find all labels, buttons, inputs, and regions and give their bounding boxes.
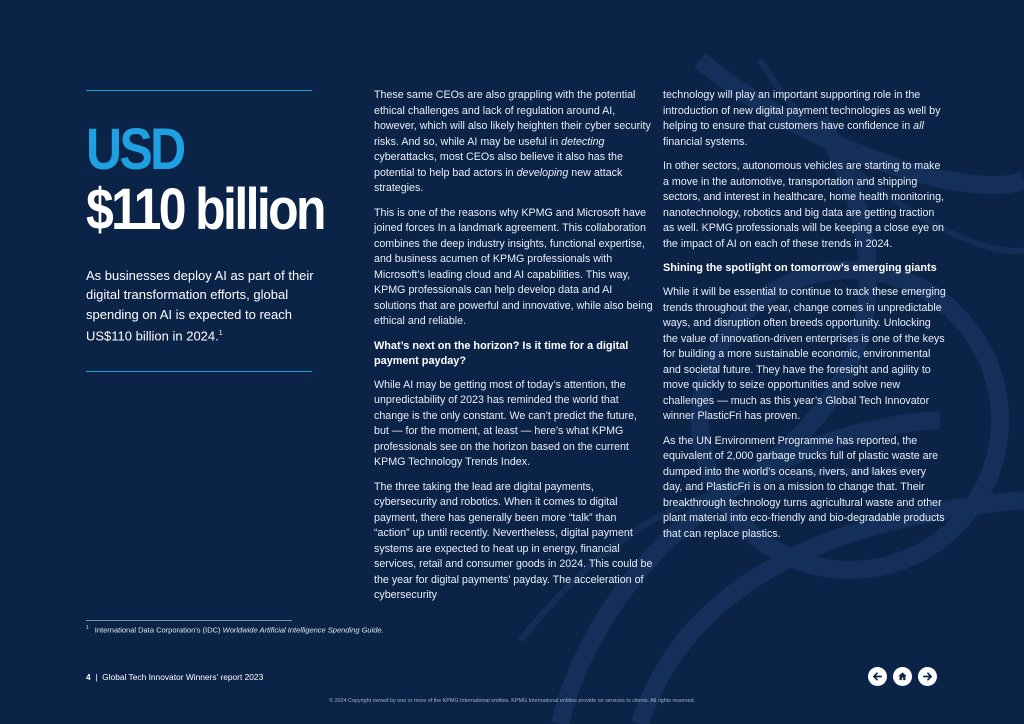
paragraph: As the UN Environment Programme has reported, the equivalent of 2,000 garbage trucks full of plastic waste are dumped into the world’s oceans, rivers, and lakes every day, and PlasticFri is on a mission to change that. Their breakthrough technology turns agricultural waste and other plant material into eco-friendly and bio-degradable products that can replace plastics. — [663, 434, 945, 540]
text-column-2 — [663, 88, 948, 551]
page-footer: 4 | Global Tech Innovator Winners’ report 2023 — [86, 672, 264, 682]
paragraph: The three taking the lead are digital payments, cybersecurity and robotics. When it comes to digital payment, there has generally been more “talk” than “action” up until recently. Nevertheless, digital payment systems are expected to heat up in energy, financial services, retail and consumer goods in 2024. This could be the year for digital payments’ payday. The acceleration of cybersecurity — [374, 480, 653, 601]
footnote-number: 1 — [86, 625, 89, 631]
next-page-button[interactable] — [918, 667, 937, 686]
top-divider — [86, 90, 312, 91]
footnote-divider — [86, 620, 292, 621]
copyright-notice: © 2024 Copyright owned by one or more of the KPMG International entities. KPMG International entities provide no services to clients. All rights reserved. — [329, 698, 695, 704]
text-column-1 — [374, 88, 654, 613]
arrow-right-icon — [922, 671, 933, 682]
footnote-ref[interactable]: 1 — [218, 330, 223, 338]
home-icon — [897, 671, 908, 682]
page-number: 4 — [86, 672, 91, 682]
section-heading: Shining the spotlight on tomorrow’s emerging giants — [663, 262, 937, 274]
section-heading: What’s next on the horizon? Is it time for a digital payment payday? — [374, 339, 629, 367]
arrow-left-icon — [872, 671, 883, 682]
intro-text — [86, 266, 314, 346]
paragraph: While it will be essential to continue to track these emerging trends throughout the year, change comes in unpredictable ways, and disruption often breeds opportunity. Unlocking the value of innovation-driven enterprises is one of the keys for building a more sustainable economic, environmental and societal future. They have the foresight and agility to move quickly to seize opportunities and solve new challenges — much as this year’s Global Tech Innovator winner PlasticFri has proven. — [663, 286, 946, 422]
paragraph: In other sectors, autonomous vehicles are starting to make a move in the automotive, transportation and shipping sectors, and interest in healthcare, home health monitoring, nanotechnology, robotics and big data are getting traction as well. KPMG professionals will be keeping a close eye on the impact of AI on each of these trends in 2024. — [663, 160, 945, 250]
bottom-divider — [86, 371, 312, 372]
paragraph: These same CEOs are also grappling with the potential ethical challenges and lack of regulation around AI, however, which will also likely heighten their cyber security risks. And so, while AI may be useful in detecting cyberattacks, most CEOs also believe it also has the potential to help bad actors in developing new attack strategies. — [374, 89, 651, 194]
intro-body: As businesses deploy AI as part of their digital transformation efforts, global spending on AI is expected to reach US$110 billion in 2024. — [86, 268, 314, 344]
paragraph: technology will play an important supporting role in the introduction of new digital payment technologies as well by helping to ensure that customers have confidence in all financial systems. — [663, 89, 941, 148]
footnote: $^1$ International Data Corporation’s (IDC) Worldwide Artificial Intelligence Spending Guide. — [86, 625, 384, 635]
previous-page-button[interactable] — [868, 667, 887, 686]
stat-amount: $110 billion — [86, 177, 324, 242]
report-title: Global Tech Innovator Winners’ report 2023 — [102, 672, 264, 682]
home-button[interactable] — [893, 667, 912, 686]
page-navigation — [868, 667, 937, 686]
paragraph: While AI may be getting most of today’s attention, the unpredictability of 2023 has reminded the world that change is the only constant. We can’t predict the future, but — for the moment, at least — here’s what KPMG professionals see on the horizon based on the current KPMG Technology Trends Index. — [374, 378, 637, 468]
stat-currency: USD — [86, 117, 184, 182]
paragraph: This is one of the reasons why KPMG and Microsoft have joined forces In a landmark agreement. This collaboration combines the deep industry insights, functional expertise, and business acumen of KPMG professionals with Microsoft’s leading cloud and AI capabilities. This way, KPMG professionals can help develop data and AI solutions that are powerful and innovative, while also being ethical and reliable. — [374, 206, 653, 327]
